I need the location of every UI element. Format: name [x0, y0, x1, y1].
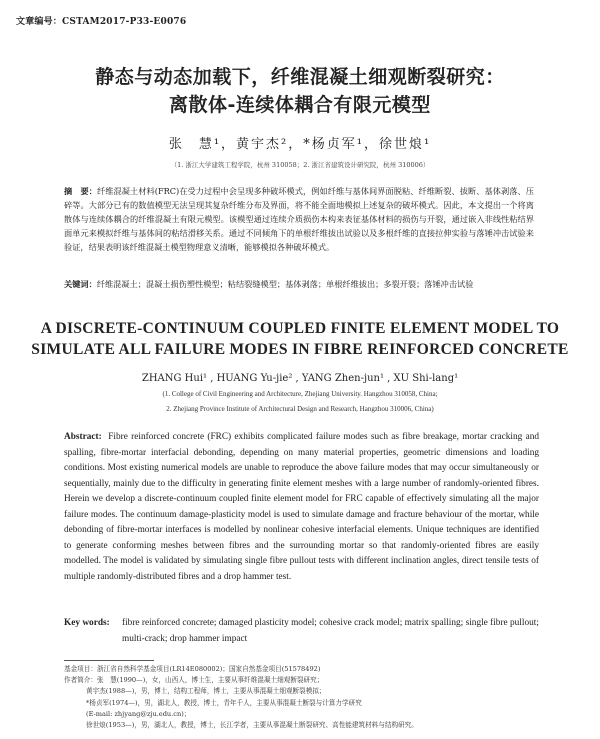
abstract-cn [64, 184, 534, 254]
authors-en: ZHANG Hui¹ , HUANG Yu-jie² , YANG Zhen-jun¹ , XU Shi-lang¹ [141, 373, 459, 384]
article-number: 文章编号：CSTAM2017-P33-E0076 [16, 17, 187, 27]
footnote-author-xu: 徐世烺(1953—)，男，湖北人，教授，博士，长江学者，主要从事混凝土断裂研究、高性能建筑材料与结构研究。 [86, 721, 418, 730]
title-cn-line1: 静态与动态加载下，纤维混凝土细观断裂研究： [95, 66, 505, 88]
keywords-cn [64, 277, 534, 291]
abstract-cn-label: 摘 要： [64, 186, 97, 196]
footnote-email: (E-mail: zhjyang@zju.edu.cn)； [86, 709, 191, 718]
keywords-en [64, 616, 539, 647]
footnote-funding: 基金项目：浙江省自然科学基金项目(LR14E080002)；国家自然基金项目(51578492) [64, 665, 321, 673]
keywords-en-label: Key words: [64, 618, 110, 628]
abstract-cn-text: 纤维混凝土材料(FRC)在受力过程中会呈现多种破坏模式，例如纤维与基体间界面脱粘、纤维断裂、拔断、基体剥落、压碎等。大部分已有的数值模型无法呈现其复杂纤维分布及界面，将不能全面地模拟上述复杂的破坏模式。因此，本文提出一个将离散体与连续体耦合的纤维混凝土有限元模型。该模型通过连续介质损伤本构来表征基体材料的损伤与开裂，通过嵌入非线性粘结界面单元来模拟纤维与基体间的粘结滑移关系。通过不同倾角下的单根纤维拔出试验以及多根纤维的直接拉伸实验与落锤冲击试验来验证，结果表明该纤维混凝土模型物理意义清晰，能够模拟各种破坏模式。 [64, 186, 534, 252]
title-cn-line2: 离散体-连续体耦合有限元模型 [169, 94, 431, 116]
keywords-cn-text: 纤维混凝土；混凝土损伤塑性模型；粘结裂缝模型；基体剥落；单根纤维拔出；多裂开裂；落锤冲击试验 [96, 279, 474, 289]
footnotes [64, 664, 544, 731]
affiliations-en-line1: (1. College of Civil Engineering and Architecture, Zhejiang University. Hangzhou 310058, China; [162, 390, 438, 398]
affiliations-cn: （1. 浙江大学建筑工程学院，杭州 310058；2. 浙江省建筑设计研究院，杭州 310006） [170, 161, 430, 169]
affiliations-en-line2: 2. Zhejiang Province Institute of Architectural Design and Research, Hangzhou 310006, China) [166, 405, 434, 413]
footnote-author-huang: 黄宇杰(1988—)，男，博士，结构工程师，博士，主要从事混凝土细观断裂模拟； [86, 687, 326, 696]
abstract-en-label: Abstract: [64, 432, 102, 442]
title-en-line1: A DISCRETE-CONTINUUM COUPLED FINITE ELEMENT MODEL TO [40, 320, 560, 337]
footnote-divider [64, 660, 154, 661]
footnote-author-zhang: 作者简介：张 慧(1990—)，女，山西人，博士生，主要从事纤维混凝土细观断裂研究； [64, 676, 324, 685]
abstract-en-text: Fibre reinforced concrete (FRC) exhibits complicated failure modes such as fibre breakage, mortar cracking and spalling, fibre-mortar interfacial debonding, depending on many material properties, geometric dimensions and loading conditions. Most existing numerical models are unable to reproduce the above failure modes that may occur simultaneously or sequentially, mainly due to the difficulty in generating finite element meshes with a large number of randomly-oriented fibres. Herein we develop a discrete-continuum coupled finite element model for FRC capable of effectively simulating all the major failure modes. The continuum damage-plasticity model is used to simulate damage and fracture behaviour of the mortar, while debonding of fibre-mortar interfaces is modelled by nonlinear cohesive interfacial elements. Unique techniques are identified to generate conforming meshes between fibres and the surrounding mortar so that randomly-oriented fibres are easily modelled. The model is validated by simulating single fibre pullout tests with different inclination angles, direct tensile tests of multiple randomly-distributed fibres and a drop hammer test. [64, 432, 540, 582]
keywords-en-text: fibre reinforced concrete; damaged plasticity model; cohesive crack model; matrix spalling; single fibre pullout; multi-crack; drop hammer impact [122, 618, 539, 644]
title-en-line2: SIMULATE ALL FAILURE MODES IN FIBRE REINFORCED CONCRETE [31, 341, 569, 358]
footnote-author-yang: *杨贞军(1974—)，男，湖北人，教授，博士，青年千人，主要从事混凝土断裂与计算力学研究 [86, 698, 362, 707]
authors-cn: 张 慧¹，黄宇杰²，*杨贞军¹，徐世烺¹ [168, 137, 432, 152]
abstract-en [64, 430, 539, 585]
keywords-cn-label: 关键词： [64, 279, 97, 289]
